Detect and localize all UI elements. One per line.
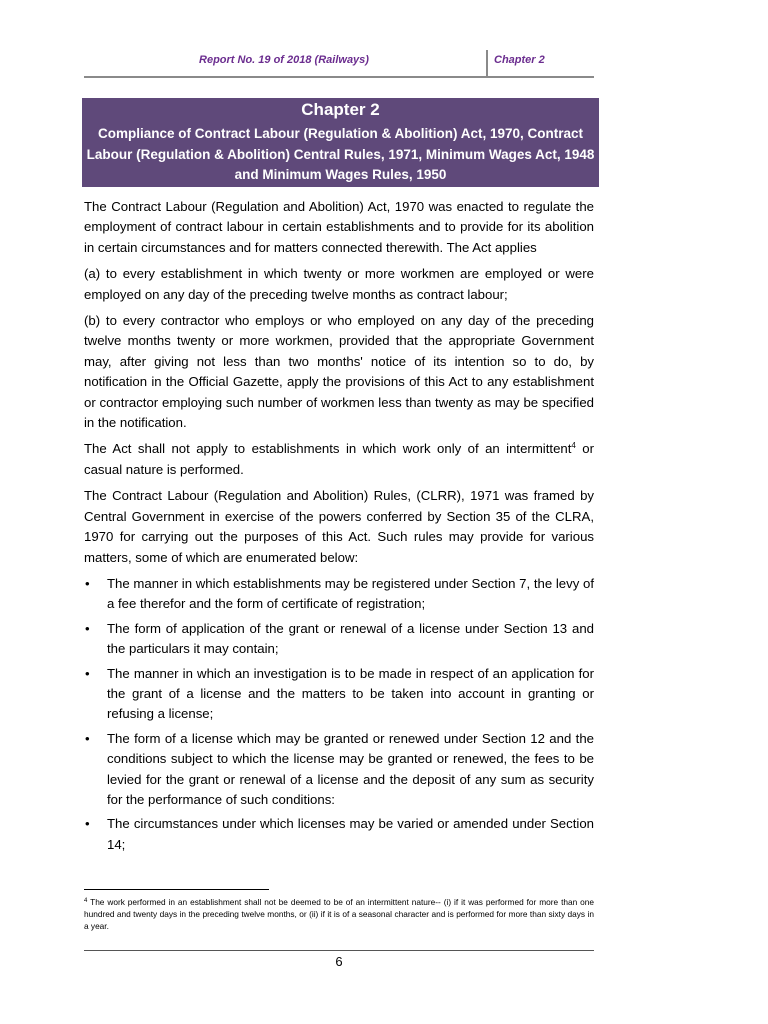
paragraph: The Contract Labour (Regulation and Abolition) Act, 1970 was enacted to regulate the employment of contract labour in certain establishments and to provide for its abolition in certain circumstances and for matters connected therewith. The Act applies — [84, 199, 594, 255]
footnote-text: The work performed in an establishment shall not be deemed to be of an intermittent nature-- (i) if it was performed for more than one hundred and twenty days in the preceding twelve months, or (ii) if it is of a seasonal character and is performed for more than sixty days in a year. — [84, 897, 594, 931]
paragraph: (a) to every establishment in which twenty or more workmen are employed or were employed on any day of the preceding twelve months as contract labour; — [84, 266, 594, 302]
chapter-banner — [82, 98, 599, 187]
list-item — [84, 664, 594, 725]
bullet-icon: • — [85, 575, 90, 591]
running-header — [84, 50, 594, 78]
bullet-icon: • — [85, 620, 90, 636]
list-item-text: The manner in which establishments may be registered under Section 7, the levy of a fee therefor and the form of certificate of registration; — [107, 575, 594, 612]
body-text — [84, 197, 594, 859]
bullet-icon: • — [85, 665, 90, 681]
list-item — [84, 729, 594, 811]
report-title: Report No. 19 of 2018 (Railways) — [199, 54, 369, 66]
bullet-icon: • — [85, 730, 90, 746]
rules-list — [84, 574, 594, 855]
paragraph-text: The Act shall not apply to establishments in which work only of an intermittent — [84, 441, 572, 457]
paragraph: (b) to every contractor who employs or who employed on any day of the preceding twelve months twenty or more workmen, provided that the appropriate Government may, after giving not less than two months' notice of its intention so to do, by notification in the Official Gazette, apply the provisions of this Act to any establishment or contractor employing such number of workmen less than twenty as may be specified in the notification. — [84, 313, 594, 431]
list-item-text: The form of a license which may be granted or renewed under Section 12 and the conditions subject to which the license may be granted or renewed, the fees to be levied for the grant or renewal of a license and the deposit of any sum as security for the performance of such conditions: — [107, 730, 594, 807]
list-item — [84, 619, 594, 660]
footnote-marker: 4 — [84, 898, 88, 904]
footnote — [84, 896, 594, 932]
list-item-text: The circumstances under which licenses may be varied or amended under Section 14; — [107, 816, 594, 852]
list-item — [84, 574, 594, 615]
page-number: 6 — [335, 954, 343, 969]
paragraph — [84, 439, 594, 480]
chapter-title: Chapter 2 — [301, 100, 380, 119]
footer-rule — [84, 950, 594, 951]
footnote-reference: 4 — [571, 441, 576, 451]
list-item — [84, 814, 594, 855]
list-item-text: The form of application of the grant or renewal of a license under Section 13 and the particulars it may contain; — [107, 620, 594, 657]
paragraph: The Contract Labour (Regulation and Abolition) Rules, (CLRR), 1971 was framed by Central Government in exercise of the powers conferred by Section 35 of the CLRA, 1970 for carrying out the purposes of this Act. Such rules may provide for various matters, some of which are enumerated below: — [84, 488, 594, 565]
header-divider — [486, 50, 488, 76]
footnote-separator — [84, 889, 269, 890]
header-chapter-label: Chapter 2 — [494, 54, 545, 66]
paragraph-text: or casual nature is performed. — [84, 441, 595, 477]
chapter-subtitle: Compliance of Contract Labour (Regulation & Abolition) Act, 1970, Contract Labour (Regulation & Abolition) Central Rules, 1971, Minimum Wages Act, 1948 and Minimum Wages Rules, 1950 — [86, 126, 595, 182]
bullet-icon: • — [85, 816, 90, 832]
list-item-text: The manner in which an investigation is to be made in respect of an application for the grant of a license and the matters to be taken into account in granting or refusing a license; — [107, 665, 594, 722]
